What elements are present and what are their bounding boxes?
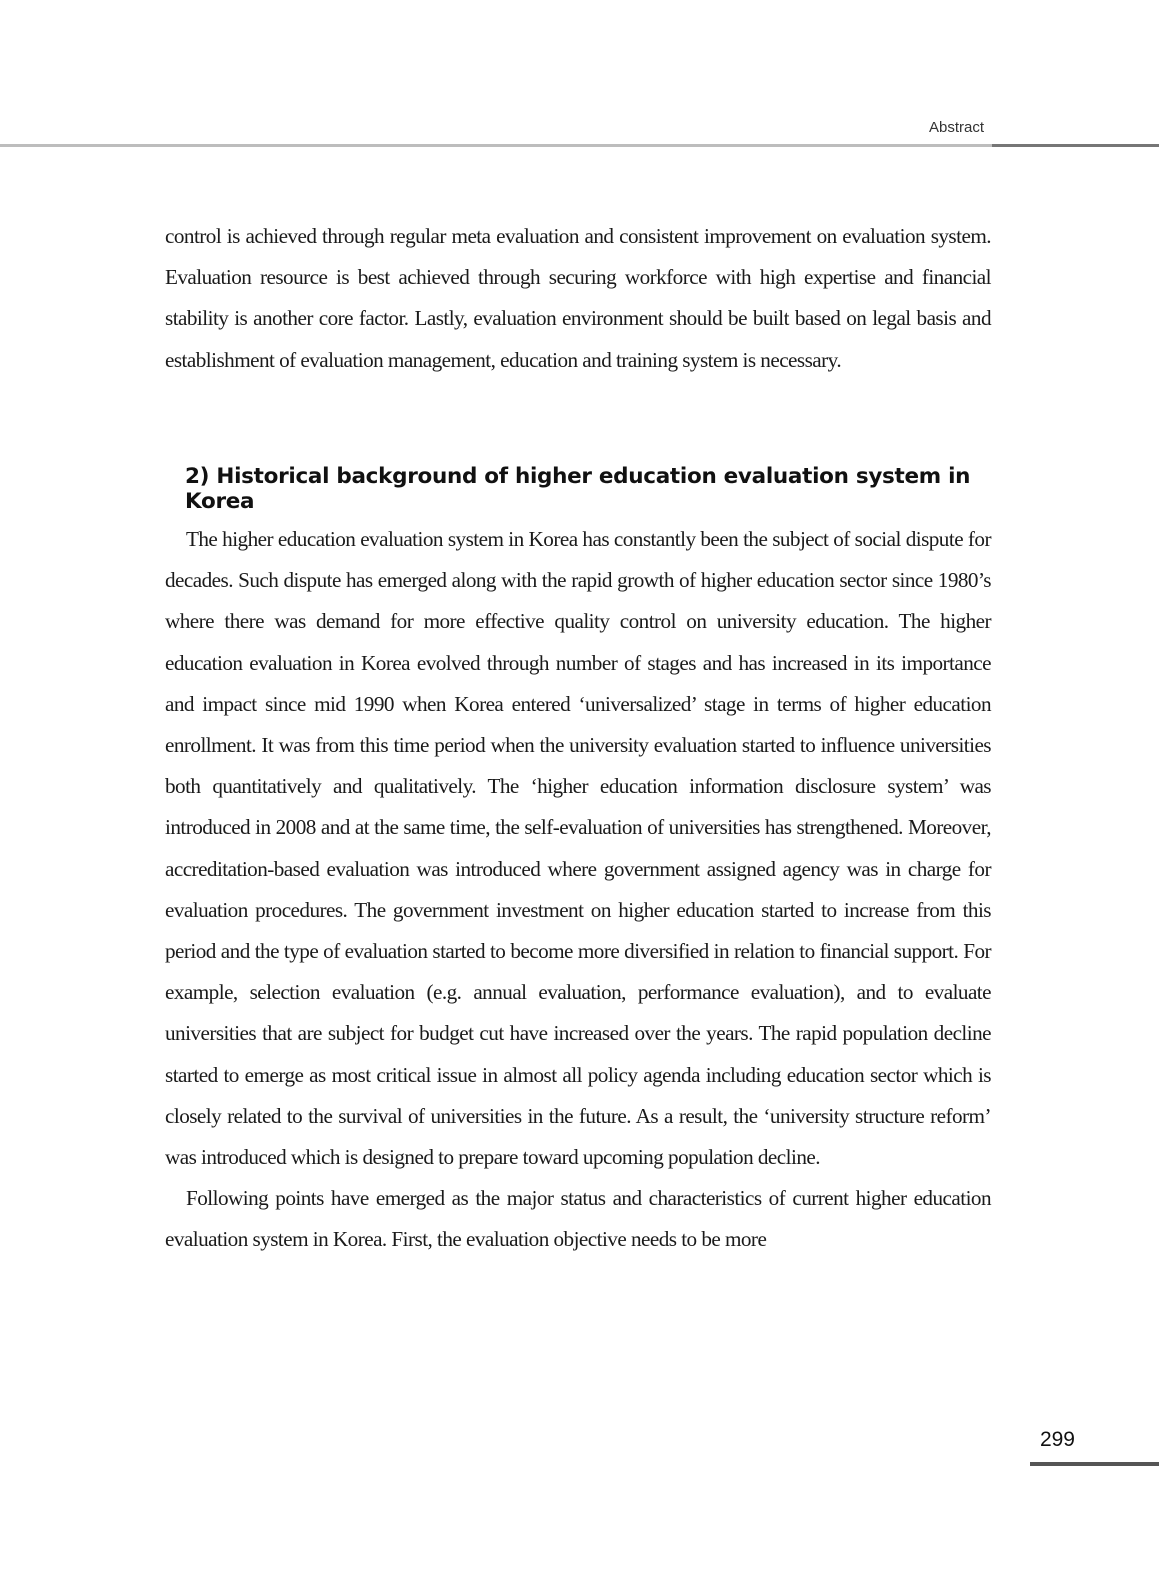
page-number: 299 — [1039, 1428, 1075, 1451]
header-rule-dark — [992, 144, 1159, 147]
body-section-2 — [165, 519, 991, 1261]
header-rule-light — [0, 144, 992, 147]
section-heading: 2) Historical background of higher education evaluation system in Korea — [185, 464, 971, 514]
paragraph-text: control is achieved through regular meta evaluation and consistent improvement on evaluation system. Evaluation resource is best achieved through securing workforce with high expertise and financial stability is another core factor. Lastly, evaluation environment should be built based on legal basis and establishment of evaluation management, education and training system is necessary. — [165, 224, 991, 372]
body-paragraph-continued — [165, 216, 991, 381]
paragraph-history: The higher education evaluation system in Korea has constantly been the subject of social dispute for decades. Such dispute has emerged along with the rapid growth of higher education sector since 1980’s where there was demand for more effective quality control on university education. The higher education evaluation in Korea evolved through number of stages and has increased in its importance and impact since mid 1990 when Korea entered ‘universalized’ stage in terms of higher education enrollment. It was from this time period when the university evaluation started to influence universities both quantitatively and qualitatively. The ‘higher education information disclosure system’ was introduced in 2008 and at the same time, the self-evaluation of universities has strengthened. Moreover, accreditation-based evaluation was introduced where government assigned agency was in charge for evaluation procedures. The government investment on higher education started to increase from this period and the type of evaluation started to become more diversified in relation to financial support. For example, selection evaluation (e.g. annual evaluation, performance evaluation), and to evaluate universities that are subject for budget cut have increased over the years. The rapid population decline started to emerge as most critical issue in almost all policy agenda including education sector which is closely related to the survival of universities in the future. As a result, the ‘university structure reform’ was introduced which is designed to prepare toward upcoming population decline. — [165, 527, 991, 1170]
running-head: Abstract — [928, 119, 984, 136]
paragraph-following-points: Following points have emerged as the major status and characteristics of current higher education evaluation system in Korea. First, the evaluation objective needs to be more — [165, 1186, 991, 1252]
footer-bar — [1030, 1462, 1159, 1466]
